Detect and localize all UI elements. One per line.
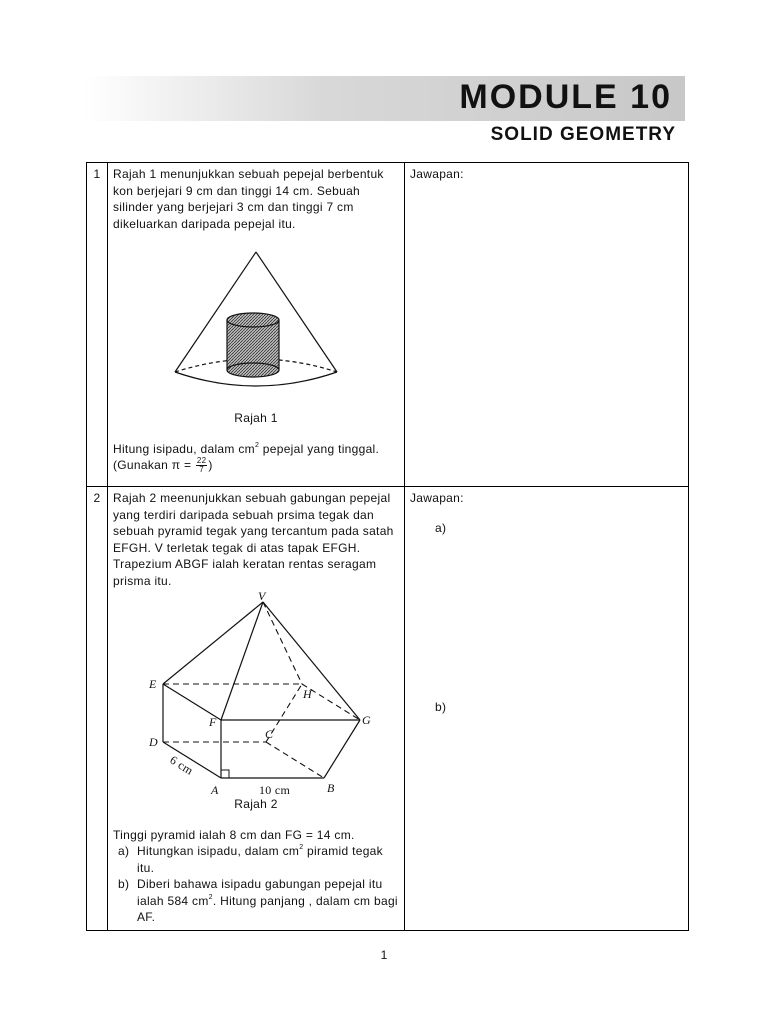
cylinder-bottom <box>227 363 279 377</box>
question-number: 1 <box>87 163 108 487</box>
answer-part-a: a) <box>435 521 447 535</box>
module-subtitle: SOLID GEOMETRY <box>490 124 676 145</box>
question-row-1 <box>87 163 689 487</box>
label-f: F <box>208 715 217 729</box>
question-body-2 <box>108 487 405 931</box>
label-a: A <box>210 783 219 797</box>
pi-fraction: $\frac{22}{7}$ <box>196 456 207 475</box>
figure-caption: Rajah 2 <box>234 797 278 811</box>
question-parts <box>113 843 399 926</box>
question-number: 2 <box>87 487 108 931</box>
prism-pyramid-figure <box>139 592 374 800</box>
label-side-ab: 10 cm <box>258 783 290 797</box>
question-row-2 <box>87 487 689 931</box>
label-d: D <box>148 735 158 749</box>
question-prompt: Hitung isipadu, dalam $cm^2$ pepejal yang tinggal. <box>113 441 380 456</box>
part-b: b) Diberi bahawa isipadu gabungan pepejal itu ialah 584 $cm^2$. Hitung panjang , dalam cm bagi AF. <box>118 877 398 924</box>
page-number: 1 <box>380 948 388 962</box>
label-h: H <box>302 687 312 701</box>
cylinder-top <box>227 313 279 327</box>
label-v: V <box>257 592 266 603</box>
answer-cell-2[interactable] <box>405 487 689 931</box>
answer-cell-1[interactable] <box>405 163 689 487</box>
question-body-1 <box>108 163 405 487</box>
part-a: a) Hitungkan isipadu, dalam $cm^2$ piramid tegak itu. <box>118 844 383 875</box>
question-text: Rajah 2 meenunjukkan sebuah gabungan pepejal yang terdiri daripada sebuah prsima tegak dan sebuah pyramid tegak yang tercantum pada satah EFGH. V terletak tegak di atas tapak EFGH. Trapezium ABGF ialah keratan rentas seragam prisma itu. <box>113 491 394 588</box>
label-side-ad: 6 cm <box>166 752 196 778</box>
label-c: C <box>264 727 273 741</box>
figure-caption: Rajah 1 <box>234 411 278 425</box>
cone-cylinder-figure <box>171 250 341 408</box>
answer-label: Jawapan: <box>410 167 464 181</box>
module-title: MODULE 10 <box>459 78 672 116</box>
pi-hint: (Gunakan π = $\frac{22}{7}$ ) <box>113 456 213 475</box>
question-text: Rajah 1 menunjukkan sebuah pepejal berbentuk kon berjejari 9 cm dan tinggi 14 cm. Sebuah silinder yang berjejari 3 cm dan tinggi 7 cm dikeluarkan daripada pepejal itu. <box>113 167 384 231</box>
question-table <box>86 162 689 931</box>
answer-part-b: b) <box>435 700 447 714</box>
label-b: B <box>326 781 335 795</box>
label-e: E <box>148 677 157 691</box>
label-g: G <box>361 713 371 727</box>
answer-label: Jawapan: <box>410 491 464 505</box>
given-text: Tinggi pyramid ialah 8 cm dan FG = 14 cm. <box>113 827 355 842</box>
